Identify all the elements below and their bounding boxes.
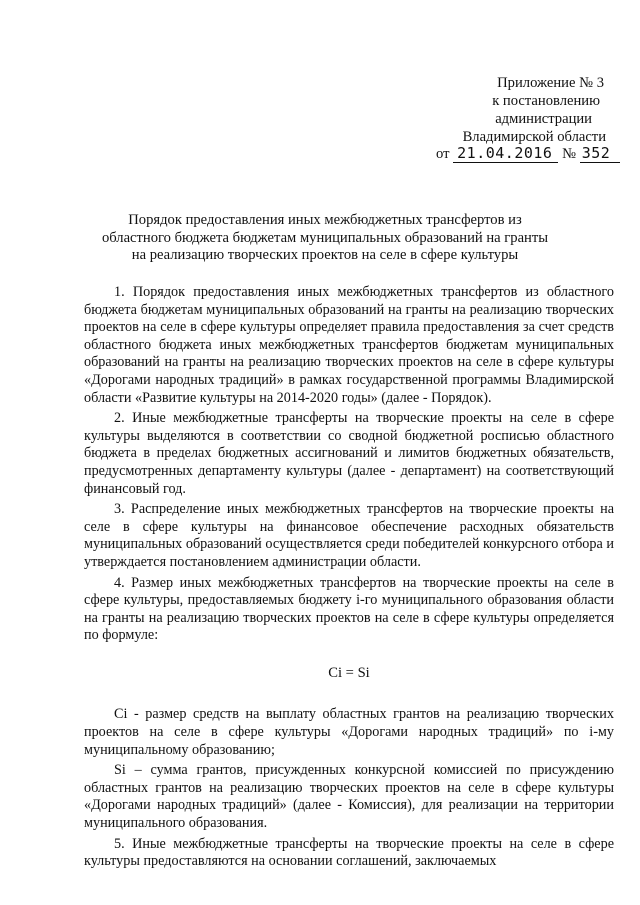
- appendix-administration: администрации: [495, 111, 592, 127]
- appendix-region: Владимирской области: [462, 129, 606, 145]
- resolution-number: 352: [580, 144, 621, 163]
- resolution-date-line: [436, 144, 620, 163]
- document-title: Порядок предоставления иных межбюджетных трансфертов из областного бюджета бюджетам муниципальных образований на гранты на реализацию творческих проектов на селе в сфере культуры: [101, 212, 549, 263]
- formula: Ci = Si: [328, 664, 370, 681]
- ci-definition: Ci - размер средств на выплату областных грантов на реализацию творческих проектов на селе в сфере культуры «Дорогами народных традиций» по i-му муниципальному образованию;: [84, 706, 614, 758]
- resolution-date: 21.04.2016: [453, 144, 558, 163]
- paragraph-4: 4. Размер иных межбюджетных трансфертов на творческие проекты на селе в сфере культуры, предоставляемых бюджету i-го муниципального образования области на гранты на реализацию творческих проектов на селе в сфере культуры определяется по формуле:: [84, 574, 614, 644]
- date-prefix: от: [436, 146, 450, 162]
- number-sign: №: [562, 146, 577, 162]
- document-body: [84, 284, 614, 871]
- paragraph-1: 1. Порядок предоставления иных межбюджетных трансфертов из областного бюджета бюджетам муниципальных образований на гранты на реализацию творческих проектов на селе в сфере культуры определяет правила предоставления за счет средств областного бюджета иных межбюджетных трансфертов бюджетам муниципальных образований на гранты на реализацию творческих проектов на селе в сфере культуры «Дорогами народных традиций» в рамках государственной программы Владимирской области «Развитие культуры на 2014-2020 годы» (далее - Порядок).: [84, 284, 614, 406]
- appendix-resolution-ref: к постановлению: [492, 93, 600, 109]
- paragraph-2: 2. Иные межбюджетные трансферты на творческие проекты на селе в сфере культуры выделяются в соответствии со сводной бюджетной росписью областного бюджета в пределах бюджетных ассигнований и лимитов бюджетных обязательств, предусмотренных департаменту культуры (далее - департамент) на соответствующий финансовый год.: [84, 410, 614, 497]
- appendix-number: Приложение № 3: [497, 75, 604, 91]
- appendix-header: [410, 74, 620, 146]
- si-definition: Si – сумма грантов, присужденных конкурсной комиссией по присуждению областных грантов на реализацию творческих проектов на селе в сфере культуры «Дорогами народных традиций» (далее - Комиссия), для реализации на территории муниципального образования.: [84, 762, 614, 832]
- paragraph-5: 5. Иные межбюджетные трансферты на творческие проекты на селе в сфере культуры предоставляются на основании соглашений, заключаемых: [84, 835, 614, 870]
- paragraph-3: 3. Распределение иных межбюджетных трансфертов на творческие проекты на селе в сфере культуры на финансовое обеспечение расходных обязательств муниципальных образований осуществляется среди победителей конкурсного отбора и утверждается постановлением администрации области.: [84, 501, 614, 570]
